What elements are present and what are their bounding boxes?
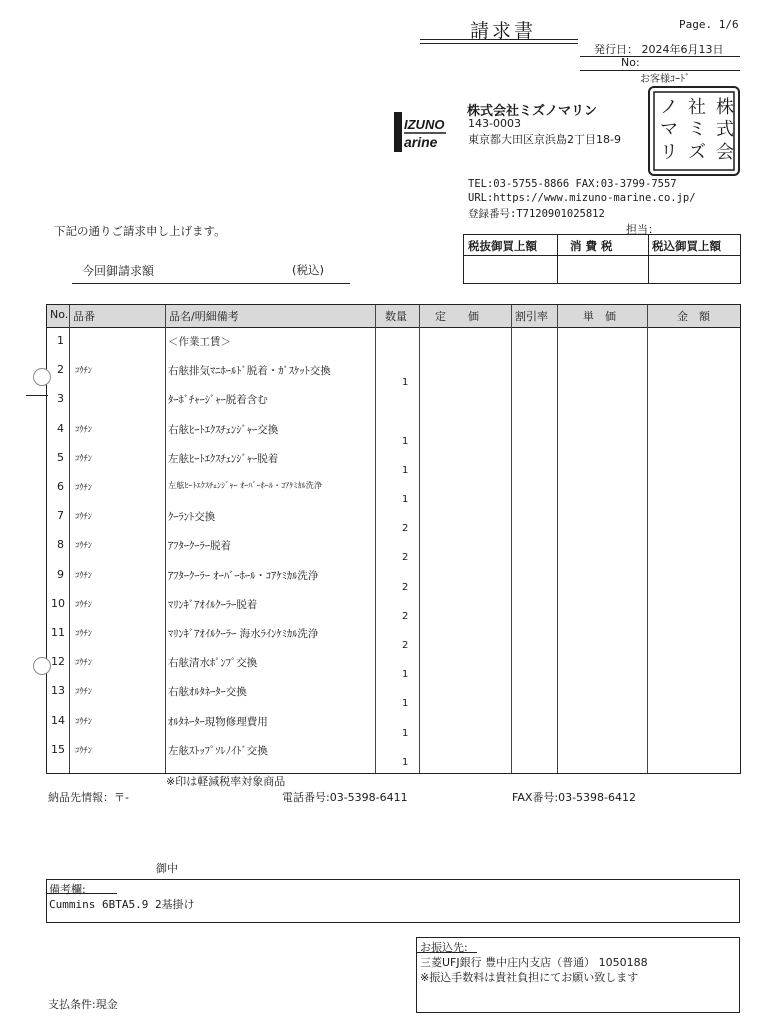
row-description: 右舷清水ﾎﾟﾝﾌﾟ交換 (168, 657, 258, 670)
row-number: 2 (57, 363, 64, 377)
company-url[interactable]: URL:https://www.mizuno-marine.co.jp/ (468, 192, 696, 204)
row-quantity: 1 (402, 756, 409, 768)
row-code: ｺｳﾁﾝ (75, 570, 93, 581)
column-divider (69, 305, 70, 773)
summary-header-tax: 消 費 税 (570, 239, 613, 253)
row-quantity: 1 (402, 669, 409, 681)
header-quantity: 数量 (385, 310, 407, 323)
column-divider (165, 305, 166, 773)
binder-hole (33, 657, 51, 675)
remarks-box (46, 879, 740, 923)
column-divider (511, 305, 512, 773)
svg-text:マ: マ (660, 119, 678, 140)
row-code: ｺｳﾁﾝ (75, 629, 93, 639)
row-description: 左舷ﾋｰﾄｴｸｽﾁｪﾝｼﾞｬｰ脱着 (168, 452, 279, 465)
svg-text:ズ: ズ (688, 142, 706, 163)
row-description: ﾏﾘﾝｷﾞｱｵｲﾙｸｰﾗｰ 海水ﾗｲﾝｹﾐｶﾙ洗浄 (168, 628, 319, 640)
row-code: ｺｳﾁﾝ (75, 512, 93, 523)
svg-text:ミ: ミ (688, 119, 706, 140)
row-code: ｺｳﾁﾝ (75, 453, 93, 464)
invoice-items-table (46, 304, 741, 774)
column-divider (647, 305, 648, 773)
row-number: 1 (57, 334, 64, 347)
row-number: 6 (57, 480, 64, 493)
row-code: ｺｳﾁﾝ (75, 716, 93, 727)
row-code: ｺｳﾁﾝ (75, 424, 93, 435)
row-description: ＜作業工賃＞ (168, 336, 231, 348)
summary-header-subtotal: 税抜御買上額 (468, 239, 537, 253)
column-divider (557, 305, 558, 773)
issue-date: 発行日： 2024年6月13日 (594, 43, 724, 56)
bank-fee-note: ※振込手数料は貴社負担にてお願い致します (420, 971, 639, 984)
header-amount: 金 額 (677, 310, 710, 323)
svg-text:社: 社 (688, 97, 706, 118)
row-quantity: 2 (402, 610, 409, 622)
svg-text:株: 株 (716, 97, 734, 118)
billing-amount-underline (72, 283, 350, 284)
row-number: 15 (51, 742, 65, 756)
mizuno-marine-logo (394, 112, 446, 152)
svg-text:ノ: ノ (660, 97, 678, 118)
company-tel-fax: TEL:03-5755-8866 FAX:03-3799-7557 (468, 178, 677, 190)
company-seal-stamp (648, 86, 740, 176)
title-underline-double (420, 43, 578, 44)
company-address: 東京都大田区京浜島2丁目18-9 (468, 133, 621, 146)
bank-transfer-box (416, 937, 740, 1013)
reduced-tax-note: ※印は軽減税率対象商品 (166, 775, 286, 788)
row-number: 13 (51, 684, 65, 698)
company-registration-number: 登録番号:T7120901025812 (468, 208, 605, 220)
header-list-price: 定 価 (435, 310, 479, 323)
row-number: 11 (51, 626, 65, 639)
table-header-row (47, 305, 740, 328)
row-code: ｺｳﾁﾝ (75, 687, 93, 698)
page-number: Page. 1/6 (679, 18, 739, 31)
fold-mark (26, 395, 48, 396)
bank-label: お振込先: (420, 941, 468, 954)
billing-amount-label: 今回御請求額 (82, 264, 155, 278)
svg-text:リ: リ (660, 142, 678, 163)
row-number: 14 (51, 713, 65, 727)
row-quantity: 1 (402, 698, 409, 710)
row-number: 3 (57, 392, 64, 406)
row-code: ｺｳﾁﾝ (75, 483, 93, 493)
company-postal: 143-0003 (468, 117, 521, 130)
row-code: ｺｳﾁﾝ (75, 745, 93, 756)
delivery-info: 納品先情報：〒- (48, 791, 129, 804)
recipient-onchu: 御中 (156, 862, 178, 875)
row-description: ｱﾌﾀｰｸｰﾗｰ ｵｰﾊﾞｰﾎｰﾙ・ｺｱｹﾐｶﾙ洗浄 (168, 569, 319, 582)
row-number: 7 (57, 509, 64, 523)
invoice-no-label: No: (621, 56, 640, 69)
document-title: 請求書 (470, 20, 537, 42)
remarks-label-underline (47, 893, 117, 894)
delivery-fax: FAX番号:03-5398-6412 (512, 791, 637, 804)
bank-label-underline (417, 952, 477, 953)
company-name: 株式会社ミズノマリン (467, 104, 598, 119)
summary-header-total: 税込御買上額 (652, 239, 721, 253)
header-no: No. (50, 308, 69, 321)
column-divider (419, 305, 420, 773)
summary-header-line (464, 255, 740, 256)
row-description: 右舷排気ﾏﾆﾎｰﾙﾄﾞ脱着・ｶﾞｽｹｯﾄ交換 (168, 365, 331, 378)
row-code: ｺｳﾁﾝ (75, 599, 93, 610)
row-description: 右舷ﾋｰﾄｴｸｽﾁｪﾝｼﾞｬｰ交換 (168, 423, 279, 436)
title-underline (420, 39, 578, 40)
row-quantity: 1 (402, 435, 409, 447)
remarks-label: 備考欄: (49, 883, 86, 896)
row-description: ｱﾌﾀｰｸｰﾗｰ脱着 (168, 540, 231, 553)
svg-text:IZUNO: IZUNO (404, 117, 445, 132)
row-number: 5 (57, 450, 64, 464)
issue-date-underline (580, 56, 740, 57)
row-description: 左舷ﾋｰﾄｴｸｽﾁｪﾝｼﾞｬｰ ｵｰﾊﾞｰﾎｰﾙ・ｺｱｹﾐｶﾙ洗浄 (168, 480, 323, 490)
svg-text:arine: arine (404, 134, 438, 150)
row-quantity: 2 (402, 640, 409, 651)
row-description: ﾏﾘﾝｷﾞｱｵｲﾙｸｰﾗｰ脱着 (168, 598, 258, 611)
row-number: 10 (51, 596, 65, 610)
row-description: ｵﾙﾀﾈｰﾀｰ現物修理費用 (168, 715, 268, 728)
row-number: 9 (57, 567, 64, 581)
row-quantity: 1 (402, 464, 409, 476)
summary-divider (648, 235, 649, 283)
row-number: 4 (57, 421, 64, 435)
bank-account: 三菱UFJ銀行 豊中庄内支店（普通） 1050188 (420, 956, 648, 969)
row-code: ｺｳﾁﾝ (75, 658, 93, 669)
column-divider (375, 305, 376, 773)
svg-text:会: 会 (716, 142, 734, 163)
person-in-charge-label: 担当： (626, 223, 659, 236)
header-discount: 割引率 (515, 310, 548, 323)
delivery-phone: 電話番号:03-5398-6411 (282, 791, 408, 804)
svg-text:式: 式 (716, 119, 734, 140)
row-quantity: 1 (402, 494, 409, 505)
customer-code-label: お客様ｺｰﾄﾞ (640, 74, 690, 85)
row-quantity: 1 (402, 727, 409, 739)
header-code: 品番 (73, 310, 95, 323)
remarks-text: Cummins 6BTA5.9 2基掛け (49, 898, 195, 911)
row-code: ｺｳﾁﾝ (75, 366, 93, 377)
amount-summary-box (463, 234, 741, 284)
row-description: 左舷ｽﾄｯﾌﾟｿﾚﾉｲﾄﾞ交換 (168, 744, 268, 757)
row-quantity: 2 (402, 523, 409, 535)
summary-divider (557, 235, 558, 283)
binder-hole (33, 368, 51, 386)
row-code: ｺｳﾁﾝ (75, 541, 93, 552)
row-description: 右舷ｵﾙﾀﾈｰﾀｰ交換 (168, 686, 247, 699)
greeting-text: 下記の通りご請求申し上げます。 (54, 224, 226, 238)
row-number: 8 (57, 538, 64, 552)
row-description: ﾀｰﾎﾞﾁｬｰｼﾞｬｰ脱着含む (168, 394, 268, 407)
billing-tax-note: (税込) (292, 263, 324, 277)
header-unit-price: 単 価 (583, 310, 616, 323)
row-quantity: 2 (402, 552, 409, 564)
row-description: ｸｰﾗﾝﾄ交換 (168, 511, 216, 524)
row-quantity: 1 (402, 377, 409, 389)
row-quantity: 2 (402, 581, 409, 593)
payment-terms: 支払条件:現金 (48, 998, 118, 1011)
row-number: 12 (51, 655, 65, 669)
header-description: 品名/明細備考 (169, 310, 239, 323)
